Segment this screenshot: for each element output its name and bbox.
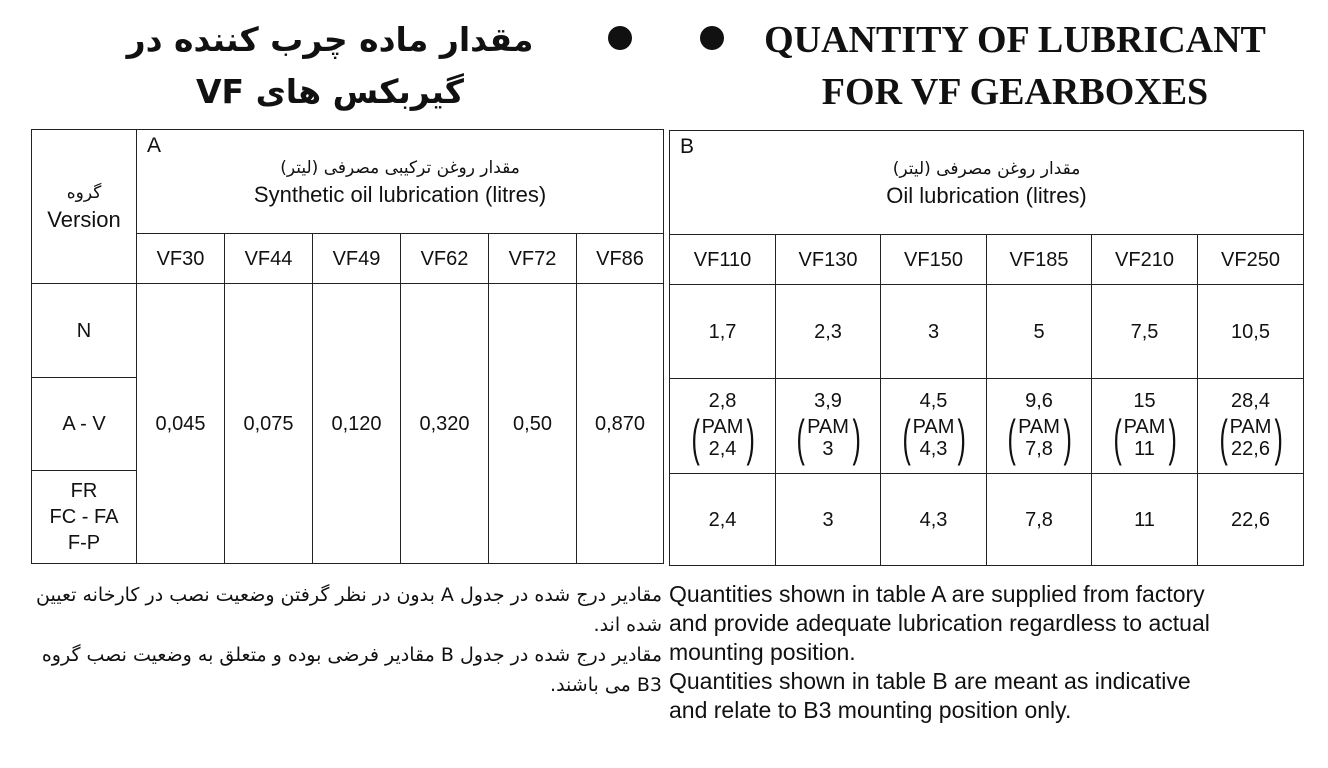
note-en-line: and relate to B3 mounting position only.: [669, 697, 1072, 723]
table-b-header-fa: مقدار روغن مصرفی (لیتر): [892, 158, 1081, 179]
table-b-cell-av: [670, 379, 776, 474]
table-a-header: [137, 130, 664, 234]
table-b-cell-av: [1198, 379, 1304, 474]
table-b-cell-n: 5: [987, 285, 1092, 379]
table-b-cell-fr: 7,8: [987, 474, 1092, 566]
pam-label: PAM: [1229, 416, 1272, 438]
note-en-line: and provide adequate lubrication regardless to actual: [669, 610, 1210, 636]
group-fr-line: F-P: [67, 532, 101, 554]
table-b-header: [670, 131, 1304, 235]
table-a-header-en: Synthetic oil lubrication (litres): [253, 181, 547, 207]
av-value: 9,6: [1025, 390, 1053, 412]
right-paren-icon: ): [1168, 410, 1178, 466]
column-header: VF130: [776, 235, 881, 285]
group-av-label: A - V: [32, 378, 137, 471]
notes-persian: [22, 580, 662, 700]
av-value: 15: [1133, 390, 1156, 412]
table-a-header-fa: مقدار روغن ترکیبی مصرفی (لیتر): [280, 157, 520, 178]
column-header: VF250: [1198, 235, 1304, 285]
title-persian: [100, 14, 560, 118]
column-header: VF210: [1092, 235, 1198, 285]
table-a-value: 0,045: [137, 284, 225, 564]
right-paren-icon: ): [957, 410, 967, 466]
note-en-line: mounting position.: [669, 639, 856, 665]
title-english-line1: QUANTITY OF LUBRICANT: [764, 19, 1266, 61]
left-paren-icon: (: [1113, 410, 1122, 466]
table-b-cell-n: 7,5: [1092, 285, 1198, 379]
version-label-en: Version: [47, 206, 121, 232]
title-english-line2: FOR VF GEARBOXES: [821, 71, 1209, 113]
table-b-cell-fr: 3: [776, 474, 881, 566]
table-a-value: 0,320: [401, 284, 489, 564]
pam-group: [1004, 410, 1074, 466]
table-b-cell-n: 1,7: [670, 285, 776, 379]
pam-value: 11: [1134, 438, 1155, 460]
notes-english: [669, 580, 1319, 725]
column-header: VF150: [881, 235, 987, 285]
group-n-label: N: [32, 284, 137, 378]
pam-group: [688, 410, 758, 466]
pam-label: PAM: [1123, 416, 1166, 438]
column-header: VF72: [489, 234, 577, 284]
pam-label: PAM: [912, 416, 955, 438]
pam-label: PAM: [701, 416, 744, 438]
bullet-dot-icon: [608, 26, 632, 50]
av-value: 4,5: [919, 390, 948, 412]
group-fr-line: FR: [70, 480, 98, 502]
column-header: VF30: [137, 234, 225, 284]
table-b-cell-fr: 2,4: [670, 474, 776, 566]
pam-value: 4,3: [919, 438, 948, 460]
table-b-oil: [669, 130, 1304, 566]
left-paren-icon: (: [1007, 410, 1016, 466]
table-b-cell-av: [987, 379, 1092, 474]
group-fr-label: [32, 471, 137, 564]
table-b-cell-av: [776, 379, 881, 474]
table-a-value: 0,120: [313, 284, 401, 564]
bullet-dot-icon: [700, 26, 724, 50]
table-b-cell-n: 10,5: [1198, 285, 1304, 379]
av-value: 28,4: [1231, 390, 1270, 412]
table-b-cell-av: [881, 379, 987, 474]
pam-value: 3: [822, 438, 834, 460]
column-header: VF44: [225, 234, 313, 284]
pam-value: 22,6: [1231, 438, 1270, 460]
pam-group: [1110, 410, 1180, 466]
table-a-tag: A: [147, 134, 162, 157]
version-label-fa: گروه: [66, 182, 102, 203]
pam-group: [1216, 410, 1286, 466]
pam-label: PAM: [1018, 416, 1060, 438]
left-paren-icon: (: [796, 410, 805, 466]
right-paren-icon: ): [852, 410, 861, 466]
column-header: VF62: [401, 234, 489, 284]
table-a-synthetic: [31, 129, 664, 564]
table-b-cell-av: [1092, 379, 1198, 474]
table-a-value: 0,50: [489, 284, 577, 564]
note-fa-line: مقادیر درج شده در جدول B مقادیر فرضی بوده و متعلق به وضعیت نصب گروه B3 می باشند.: [41, 644, 662, 696]
group-fr-line: FC - FA: [49, 506, 119, 528]
column-header: VF49: [313, 234, 401, 284]
pam-value: 7,8: [1025, 438, 1053, 460]
version-header-cell: [32, 130, 137, 284]
column-header: VF86: [577, 234, 664, 284]
table-b-header-en: Oil lubrication (litres): [886, 182, 1087, 208]
pam-group: [899, 410, 969, 466]
table-a-value: 0,075: [225, 284, 313, 564]
table-b-row-av: [670, 379, 1304, 474]
av-value: 3,9: [814, 390, 842, 412]
note-en-line: Quantities shown in table A are supplied from factory: [669, 581, 1205, 607]
right-paren-icon: ): [1063, 410, 1072, 466]
title-persian-line2: گیربکس های VF: [195, 72, 464, 111]
column-header: VF110: [670, 235, 776, 285]
title-english: [725, 14, 1305, 118]
note-en-line: Quantities shown in table B are meant as indicative: [669, 668, 1191, 694]
pam-group: [793, 410, 863, 466]
left-paren-icon: (: [691, 410, 700, 466]
table-b-cell-fr: 11: [1092, 474, 1198, 566]
table-a-value: 0,870: [577, 284, 664, 564]
right-paren-icon: ): [1274, 410, 1284, 466]
table-b-tag: B: [680, 135, 695, 158]
table-b-cell-n: 3: [881, 285, 987, 379]
left-paren-icon: (: [1219, 410, 1228, 466]
table-b-cell-fr: 22,6: [1198, 474, 1304, 566]
table-b-cell-n: 2,3: [776, 285, 881, 379]
note-fa-line: مقادیر درج شده در جدول A بدون در نظر گرفتن وضعیت نصب در کارخانه تعیین شده اند.: [36, 584, 662, 636]
av-value: 2,8: [708, 390, 737, 412]
title-persian-line1: مقدار ماده چرب کننده در: [126, 20, 534, 59]
left-paren-icon: (: [902, 410, 911, 466]
column-header: VF185: [987, 235, 1092, 285]
pam-label: PAM: [807, 416, 849, 438]
table-b-cell-fr: 4,3: [881, 474, 987, 566]
pam-value: 2,4: [708, 438, 737, 460]
right-paren-icon: ): [746, 410, 756, 466]
